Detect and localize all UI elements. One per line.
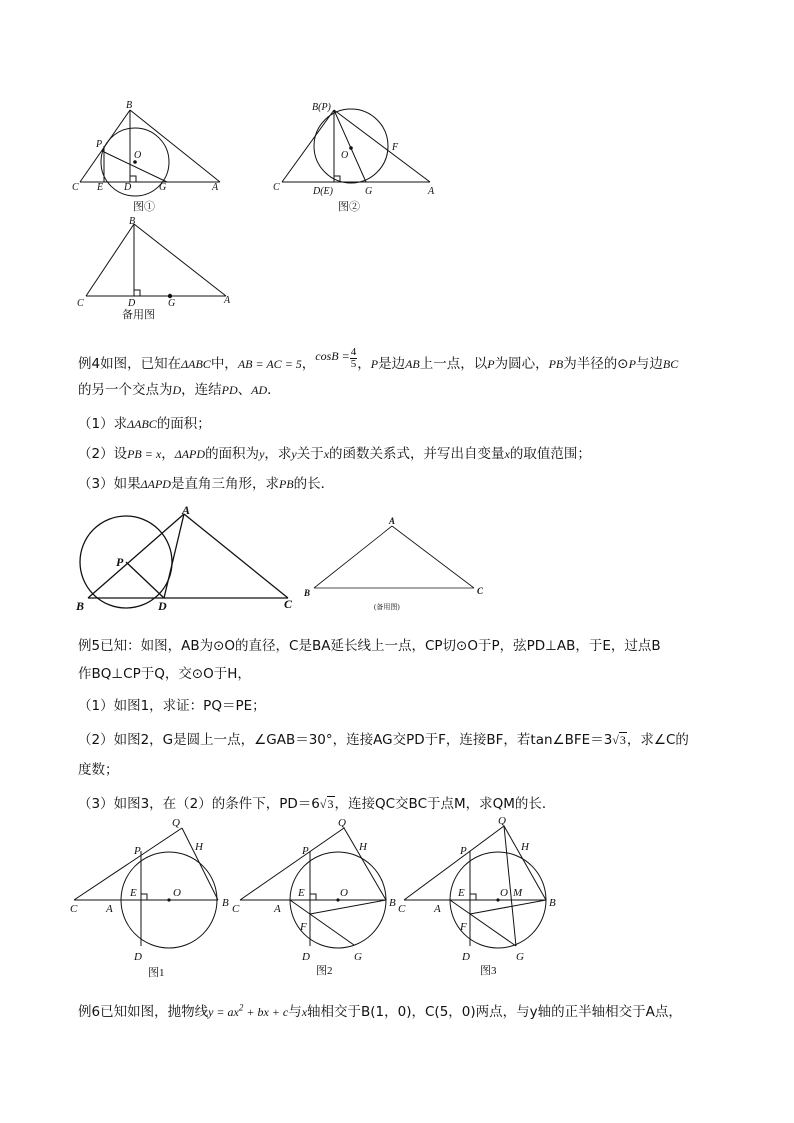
label-B: B	[549, 897, 556, 909]
label-F: F	[460, 921, 467, 933]
label-B: B	[126, 100, 133, 111]
label-E: E	[298, 887, 305, 899]
ex5-intro-line1: 例5已知：如图，AB为⊙O的直径，C是BA延长线上一点，CP切⊙O于P，弦PD⊥AB，于E，过点B	[78, 638, 661, 654]
label-E: E	[458, 887, 465, 899]
label-Q: Q	[172, 817, 180, 829]
label-E: E	[130, 887, 137, 899]
label-O: O	[500, 887, 508, 899]
figure-2	[268, 96, 438, 214]
label-P: P	[134, 845, 141, 857]
figure-caption: 图2	[316, 965, 333, 977]
label-Q: Q	[338, 817, 346, 829]
label-C: C	[72, 182, 79, 193]
figure-spare-top	[70, 214, 240, 320]
label-P: P	[302, 845, 309, 857]
ex4-intro-line2: 的另一个交点为D，连结PD、AD．	[78, 382, 281, 398]
ex4-intro-line1: 例4如图，已知在ΔABC中，AB = AC = 5，cosB = $\frac{4}{5}$ ，P是边AB上一点，以P为圆心，PB为半径的⊙P与边BC	[78, 345, 679, 372]
label-C: C	[477, 586, 484, 596]
label-O: O	[340, 887, 348, 899]
label-M: M	[513, 887, 523, 899]
ex5-figure-1	[66, 814, 242, 984]
label-C: C	[77, 298, 84, 309]
ex6-intro: 例6已知如图，抛物线$y = ax^2$ + bx + c与x轴相交于B(1，0)，C(5，0)两点，与y轴的正半轴相交于A点，	[78, 1002, 682, 1020]
label-O: O	[134, 150, 142, 161]
label-D: D	[158, 599, 167, 613]
label-E: E	[97, 182, 104, 193]
label-H: H	[521, 841, 529, 853]
label-D: D(E)	[313, 186, 333, 197]
label-G: G	[354, 951, 362, 963]
figure-caption: 图②	[338, 201, 360, 213]
label-C: C	[273, 182, 280, 193]
label-A: A	[434, 903, 441, 915]
label-O: O	[341, 150, 349, 161]
label-Q: Q	[498, 815, 506, 827]
ex5-question-2: （2）如图2，G是圆上一点，∠GAB＝30°，连接AG交PD于F，连接BF，若tan∠BFE＝3√3，求∠C的	[78, 732, 689, 748]
label-G: G	[516, 951, 524, 963]
label-C: C	[70, 903, 78, 915]
label-P: P	[116, 555, 124, 569]
label-C: C	[398, 903, 406, 915]
ex5-question-2-cont: 度数；	[78, 762, 119, 778]
ex5-question-3: （3）如图3，在（2）的条件下，PD＝6√3，连接QC交BC于点M，求QM的长．	[78, 796, 556, 812]
ex4-question-1: （1）求ΔABC的面积；	[78, 416, 211, 432]
label-F: F	[392, 142, 399, 153]
label-A: A	[182, 503, 191, 517]
ex5-intro-line2: 作BQ⊥CP于Q，交⊙O于H，	[78, 666, 251, 682]
label-O: O	[173, 887, 181, 899]
label-D: D	[134, 951, 142, 963]
label-C: C	[232, 903, 240, 915]
label-D: D	[462, 951, 470, 963]
figure-caption: 图1	[148, 967, 165, 979]
label-A: A	[212, 182, 219, 193]
label-B: B(P)	[312, 102, 331, 113]
label-G: G	[168, 298, 176, 309]
figure-caption: (备用图)	[374, 603, 400, 611]
label-B: B	[389, 897, 396, 909]
label-F: F	[300, 921, 307, 933]
label-C: C	[284, 597, 293, 611]
ex5-figure-3	[396, 814, 572, 984]
label-H: H	[195, 841, 203, 853]
label-B: B	[304, 588, 311, 598]
label-A: A	[224, 295, 231, 306]
label-A: A	[274, 903, 281, 915]
figure-1	[70, 96, 230, 214]
label-D: D	[124, 182, 132, 193]
figure-caption: 图3	[480, 965, 497, 977]
label-A: A	[389, 516, 396, 526]
ex5-figure-2	[232, 814, 408, 984]
label-D: D	[128, 298, 136, 309]
label-P: P	[96, 139, 103, 150]
label-G: G	[365, 186, 373, 197]
label-P: P	[460, 845, 467, 857]
label-G: G	[159, 182, 167, 193]
label-A: A	[428, 186, 435, 197]
ex4-question-3: （3）如果ΔAPD是直角三角形，求PB的长．	[78, 476, 335, 492]
figure-caption: 图①	[133, 201, 155, 213]
label-H: H	[359, 841, 367, 853]
ex4-question-2: （2）设PB = x，ΔAPD的面积为y，求y关于x的函数关系式，并写出自变量x的取值范围；	[78, 446, 591, 462]
figure-caption: 备用图	[122, 309, 155, 320]
ex5-question-1: （1）如图1，求证：PQ＝PE；	[78, 698, 266, 714]
label-B: B	[76, 599, 85, 613]
label-B: B	[222, 897, 229, 909]
label-A: A	[106, 903, 113, 915]
label-D: D	[302, 951, 310, 963]
label-B: B	[129, 216, 136, 227]
ex4-spare-figure	[300, 512, 500, 616]
ex4-figure	[72, 500, 302, 616]
